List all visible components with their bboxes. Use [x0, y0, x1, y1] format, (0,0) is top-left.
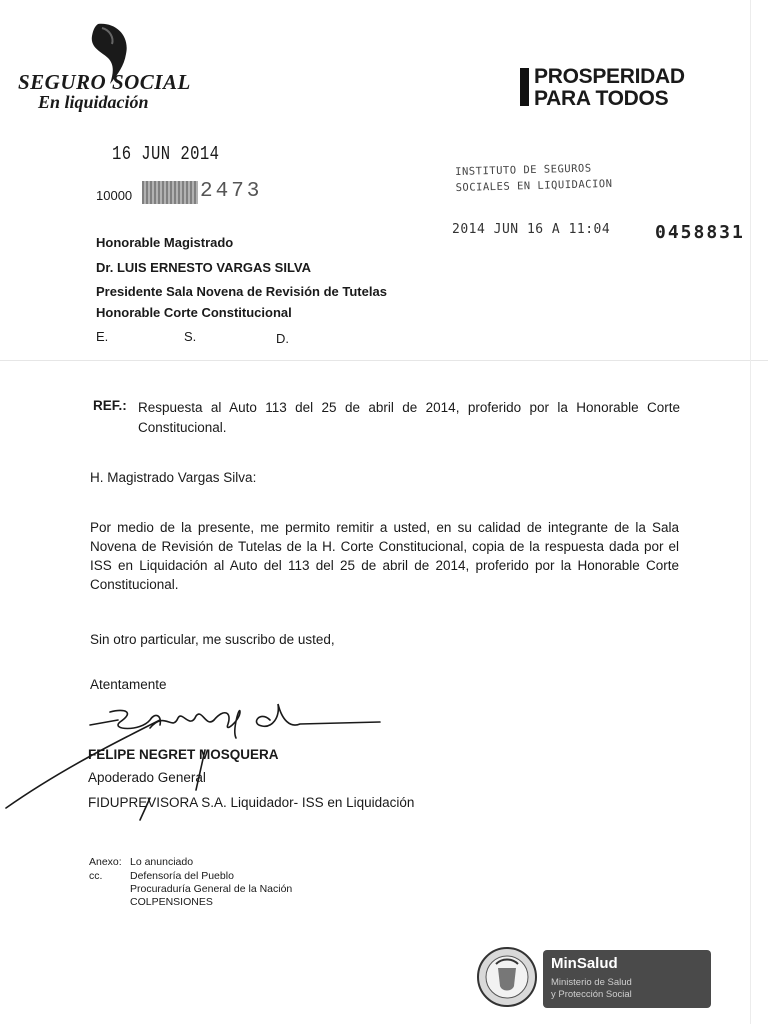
seguro-social-title: SEGURO SOCIAL [18, 70, 191, 94]
stamp-institute-line-1: INSTITUTO DE SEGUROS [455, 162, 592, 178]
closing-line: Sin otro particular, me suscribo de usted, [90, 632, 335, 647]
redacted-smudge [142, 181, 198, 204]
minsalud-logo [543, 950, 711, 1008]
signer-name: FELIPE NEGRET MOSQUERA [88, 747, 279, 762]
prosperidad-line-2: PARA TODOS [534, 87, 669, 110]
signer-organization: FIDUPREVISORA S.A. Liquidador- ISS en Liquidación [88, 795, 415, 810]
cc-item: Defensoría del Pueblo [130, 870, 234, 882]
cc-item: COLPENSIONES [130, 896, 213, 908]
seguro-social-subtitle: En liquidación [38, 92, 149, 112]
addressee-s: S. [184, 329, 197, 344]
body-paragraph: Por medio de la presente, me permito remitir a usted, en su calidad de integrante de la Sala Novena de Revisión de Tutelas de la H. Corte Constitucional, copia de la respuesta dada por el ISS en Liquidación al Auto del 113 del 25 de abril de 2014, proferido por la Honorable Corte Constitucional. [90, 520, 679, 592]
addressee-line-1: Honorable Magistrado [96, 235, 234, 250]
prosperidad-line-1: PROSPERIDAD [534, 65, 685, 88]
ref-label: REF.: [93, 398, 127, 413]
minsalud-subtitle-1: Ministerio de Salud [551, 977, 632, 988]
cc-item: Procuraduría General de la Nación [130, 883, 293, 895]
anexo-value: Lo anunciado [130, 856, 194, 868]
scan-edge-line [750, 0, 751, 1024]
seguro-social-logo [18, 20, 208, 115]
received-stamp [455, 160, 613, 196]
addressee-d: D. [276, 331, 289, 346]
minsalud-title: MinSalud [551, 955, 618, 972]
salutation: H. Magistrado Vargas Silva: [90, 470, 257, 485]
anexo-label: Anexo: [89, 856, 122, 868]
addressee-e: E. [96, 329, 109, 344]
cc-label: cc. [89, 870, 103, 882]
stamp-number: 0458831 [655, 222, 745, 243]
stamp-institute-line-2: SOCIALES EN LIQUIDACION [455, 177, 613, 194]
file-code: 10000 [96, 188, 133, 203]
handwritten-signature [0, 690, 420, 840]
addressee-line-2: Dr. LUIS ERNESTO VARGAS SILVA [96, 260, 312, 275]
republic-seal-icon [476, 946, 538, 1008]
minsalud-subtitle-2: y Protección Social [551, 989, 632, 1000]
addressee-line-3: Presidente Sala Novena de Revisión de Tutelas [96, 284, 387, 299]
scan-fold-line [0, 360, 768, 361]
ref-text: Respuesta al Auto 113 del 25 de abril de 2014, proferido por la Honorable Corte Constitucional. [138, 400, 680, 435]
letter-date: 16 JUN 2014 [112, 143, 220, 165]
file-number: 2473 [200, 180, 263, 203]
signer-role: Apoderado General [88, 770, 206, 785]
stamp-received-datetime: 2014 JUN 16 A 11:04 [452, 222, 611, 237]
prosperidad-logo [520, 66, 720, 116]
prosperidad-flag-bar [520, 68, 529, 106]
regards: Atentamente [90, 677, 167, 692]
addressee-line-4: Honorable Corte Constitucional [96, 305, 292, 320]
